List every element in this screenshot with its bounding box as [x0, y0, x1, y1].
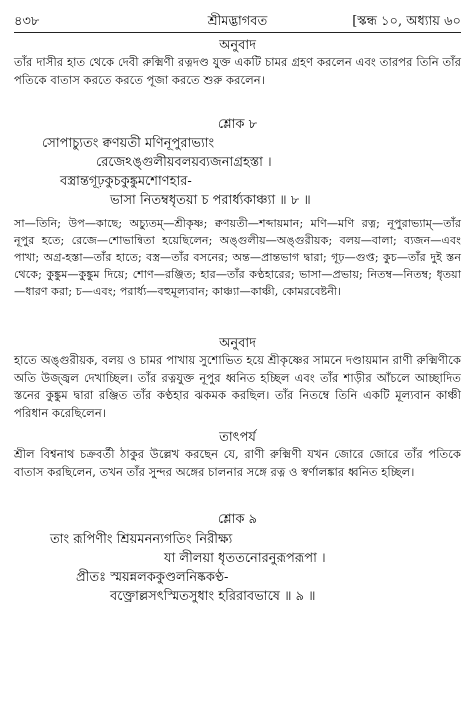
verse-9-line-1: তাং রূপিণীং শ্রিয়মনন্যগতিং নিরীক্ষ্য: [50, 532, 233, 547]
verse-8-line-2: রেজেঽঙ্গুলীয়বলয়ব্যজনাগ্রহস্তা ।: [96, 155, 272, 170]
verse-8-line-3: বস্ত্রান্তগূঢ়কুচকুঙ্কুমশোণহার-: [60, 174, 192, 189]
translation-text: তাঁর দাসীর হাত থেকে দেবী রুক্মিণী রত্নদণ্ড যুক্ত একটি চামর গ্রহণ করলেন এবং তারপর তিনি তাঁর পতিকে বাতাস করতে করতে পূজা করতে শুরু করলেন।: [14, 55, 461, 87]
verse-9: [14, 530, 461, 606]
translation-heading: অনুবাদ: [219, 38, 256, 53]
verse-8: [14, 134, 461, 210]
book-title: শ্রীমদ্ভাগবত: [207, 14, 268, 29]
verse-8-line-4: ভাসা নিতম্বধৃতয়া চ পরার্ধ্যকাঞ্চ্যা ॥ ৮ ॥: [110, 193, 311, 208]
verse-9-line-3: প্রীতঃ স্ময়ন্নলককুণ্ডলনিষ্ককণ্ঠ-: [76, 570, 229, 585]
purport-text: শ্রীল বিশ্বনাথ চক্রবর্তী ঠাকুর উল্লেখ করছেন যে, রাণী রুক্মিণী যখন জোরে জোরে তাঁর পতিকে বাতাস করছিলেন, তখন তাঁর সুন্দর অঙ্গের চালনার সঙ্গে রত্ন ও স্বর্ণালঙ্কার ধ্বনিত হচ্ছিল।: [14, 447, 461, 479]
translation-2-heading: অনুবাদ: [219, 336, 256, 351]
translation-2-text: হাতে অঙ্গুরীয়ক, বলয় ও চামর পাখায় সুশোভিত হয়ে শ্রীকৃষ্ণের সামনে দণ্ডায়মান রাণী রুক্মিণীকে অতি উজ্জ্বল দেখাচ্ছিল। তাঁর রত্নযুক্ত নূপুর ধ্বনিত হচ্ছিল এবং তাঁর শাড়ীর আঁচলে আচ্ছাদিত স্তনের কুঙ্কুম দ্বারা রঞ্জিত তাঁর কণ্ঠহার ঝকমক করছিল। তাঁর নিতম্বে তিনি একটি মূল্যবান কাঞ্চী পরিধান করেছিলেন।: [14, 353, 461, 420]
verse-9-line-4: বক্ত্রোল্লসৎস্মিতসুধাং হরিরাবভাষে ॥ ৯ ॥: [110, 589, 316, 604]
verse-9-heading: শ্লোক ৯: [217, 512, 258, 527]
verse-8-heading: শ্লোক ৮: [217, 117, 258, 132]
verse-9-line-2: যা লীলয়া ধৃততনোরনুরূপরূপা ।: [164, 551, 326, 566]
purport-heading: তাৎপর্য: [219, 430, 256, 445]
page-header: [14, 10, 461, 33]
synonyms-8: সা—তিনি; উপ—কাছে; অচ্যুতম্—শ্রীকৃষ্ণ; ক্বণয়তী—শব্দায়মান; মণি—মণি রত্ন; নূপুরাভ্যাম্—তাঁর নূপুর হতে; রেজে—শোভান্বিতা হয়েছিলেন; অঙ্গুলীয়—অঙ্গুরীয়ক; বলয়—বালা; ব্যজন—এবং পাখা; অগ্র-হস্তা—তাঁর হাতে; বস্ত্র—তাঁর বসনের; অন্ত—প্রান্তভাগ দ্বারা; গূঢ়—গুপ্ত; কুচ—তাঁর দুই স্তন থেকে; কুঙ্কুম—কুঙ্কুম দিয়ে; শোণ—রঞ্জিত; হার—তাঁর কণ্ঠহারের; ভাসা—প্রভায়; নিতম্ব—নিতম্ব; ধৃতয়া—ধারণ করা; চ—এবং; পরার্ধ্য—বহুমূল্যবান; কাঞ্চ্যা—কাঞ্চী, কোমরবেষ্টনী।: [14, 217, 461, 298]
verse-8-line-1: সোপাচ্যুতং ক্বণয়তী মণিনূপুরাভ্যাং: [42, 136, 215, 151]
page-number: ৪৩৮: [14, 14, 40, 29]
chapter-reference: [স্কন্ধ ১০, অধ্যায় ৬০: [352, 14, 461, 29]
